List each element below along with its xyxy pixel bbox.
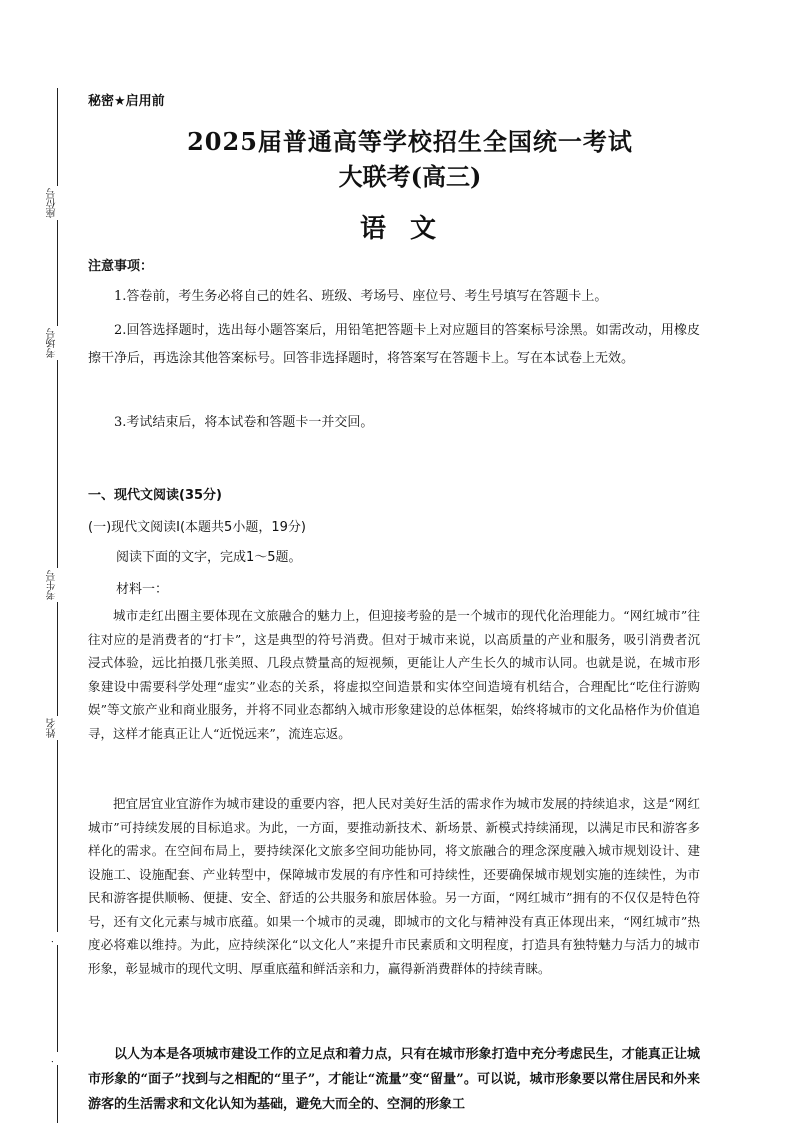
subsection-heading: (一)现代文阅读Ⅰ(本题共5小题，19分)	[88, 520, 306, 535]
passage-paragraph: 城市走红出圈主要体现在文旅融合的魅力上，但迎接考验的是一个城市的现代化治理能力。“网红城市”往往对应的是消费者的“打卡”，这是典型的符号消费。但对于城市来说，以高质量的产业和服务，吸引消费者沉浸式体验，远比拍摄几张美照、几段点赞量高的短视频，更能让人产生长久的城市认同。也就是说，在城市形象建设中需要科学处理“虚实”业态的关系，将虚拟空间造景和实体空间造境有机结合，合理配比“吃住行游购娱”等文旅产业和商业服务，并将不同业态都纳入城市形象建设的总体框架，始终将城市的文化品格作为价值追寻，这样才能真正让人“近悦远来”，流连忘返。	[88, 608, 700, 741]
subject-title: 语文	[359, 214, 460, 244]
material-label: 材料一：	[116, 582, 169, 597]
notice-item: 2.回答选择题时，选出每小题答案后，用铅笔把答题卡上对应题目的答案标号涂黑。如需改动，用橡皮擦干净后，再选涂其他答案标号。回答非选择题时，将答案写在答题卡上。写在本试卷上无效。	[88, 323, 700, 366]
notice-heading: 注意事项：	[88, 259, 154, 274]
reading-instruction: 阅读下面的文字，完成1～5题。	[116, 550, 302, 565]
exam-number-label: 考生号	[47, 568, 67, 602]
binding-mark: ．	[51, 932, 60, 945]
confidential-label: 秘密★启用前	[88, 94, 165, 109]
name-label: 姓名	[47, 716, 67, 740]
passage-paragraph: 把宜居宜业宜游作为城市建设的重要内容，把人民对美好生活的需求作为城市发展的持续追求，这是“网红城市”可持续发展的目标追求。为此，一方面，要推动新技术、新场景、新模式持续涌现，以满足市民和游客多样化的需求。在空间布局上，要持续深化文旅多空间功能协同，将文旅融合的理念深度融入城市规划设计、建设施工、设施配套、产业转型中，保障城市发展的有序性和可持续性，还要确保城市规划实施的连续性，为市民和游客提供顺畅、便捷、安全、舒适的公共服务和旅居体验。另一方面，“网红城市”拥有的不仅仅是特色符号，还有文化元素与城市底蕴。如果一个城市的灵魂，即城市的文化与精神没有真正体现出来，“网红城市”热度必将难以维持。为此，应持续深化“以文化人”来提升市民素质和文明程度，打造具有独特魅力与活力的城市形象，彰显城市的现代文明、厚重底蕴和鲜活亲和力，赢得新消费群体的持续青睐。	[88, 796, 700, 976]
notice-item: 3.考试结束后，将本试卷和答题卡一并交回。	[114, 415, 374, 430]
notice-item: 1.答卷前，考生务必将自己的姓名、班级、考场号、座位号、考生号填写在答题卡上。	[114, 289, 608, 304]
binding-mark: ．	[51, 1052, 60, 1065]
exam-title: 2025届普通高等学校招生全国统一考试	[187, 127, 633, 156]
exam-subtitle: 大联考(高三)	[338, 162, 482, 191]
exam-room-label: 考场号	[47, 326, 67, 360]
seat-number-label: 座位号	[47, 186, 67, 220]
passage-paragraph: 以人为本是各项城市建设工作的立足点和着力点，只有在城市形象打造中充分考虑民生，才能真正让城市形象的“面子”找到与之相配的“里子”，才能让“流量”变“留量”。可以说，城市形象要以常住居民和外来游客的生活需求和文化认知为基础，避免大而全的、空洞的形象工	[88, 1047, 700, 1112]
section-heading: 一、现代文阅读(35分)	[88, 488, 222, 503]
binding-line	[57, 88, 58, 1123]
